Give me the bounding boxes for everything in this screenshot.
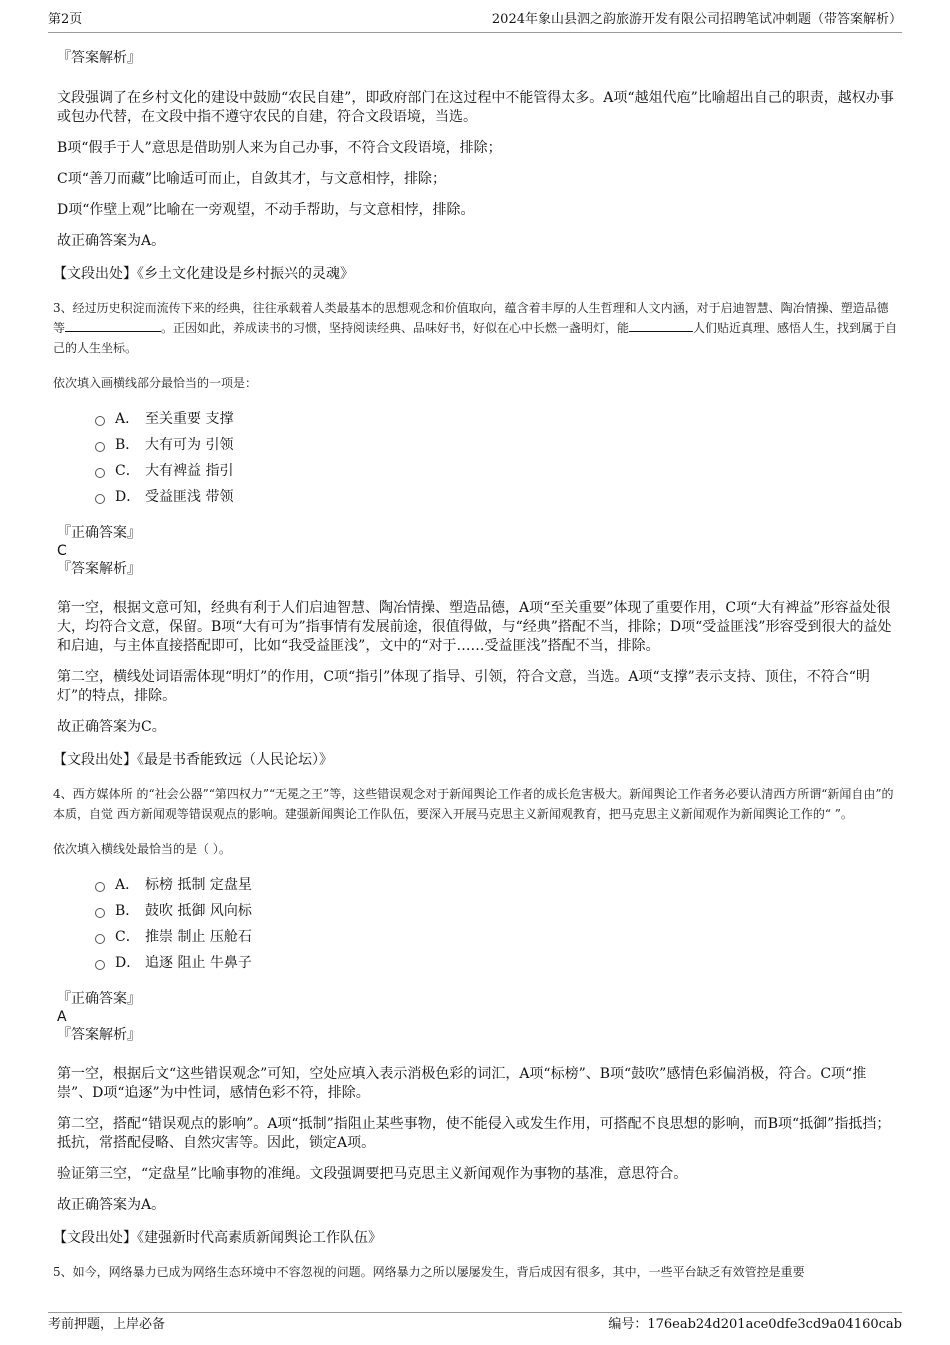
analysis-label: 『答案解析』 [57, 50, 141, 66]
q4-analysis-para-2: 第二空，搭配“错误观点的影响”。A项“抵制”指阻止某些事物，使不能侵入或发生作用，可搭配不良思想的影响，而B项“抵御”指抵挡；抵抗，常搭配侵略、自然灾害等。因此，锁定A项。 [57, 1116, 891, 1151]
q4-analysis-para-3: 验证第三空，“定盘星”比喻事物的准绳。文段强调要把马克思主义新闻观作为事物的基准，意思符合。 [57, 1166, 688, 1182]
option-text: 追逐 阻止 牛鼻子 [145, 955, 252, 971]
q3-text-part-1: 3、经过历史积淀而流传下来的经典，往往承载着人类最基本的思想观念和价值取向，蕴含着丰厚的人生哲理和人文内涵，对于启迪智慧、陶冶情操、塑造品德等 [53, 301, 889, 335]
q4-option-a[interactable] [95, 872, 900, 898]
q4-option-c[interactable] [95, 924, 900, 950]
correct-answer-label: 『正确答案』 [57, 991, 141, 1007]
q5-question-text: 5、如今，网络暴力已成为网络生态环境中不容忽视的问题。网络暴力之所以屡屡发生，背后成因有很多，其中，一些平台缺乏有效管控是重要 [53, 1265, 805, 1279]
option-letter: B． [115, 903, 140, 919]
q3-analysis-para-2: 第二空，横线处词语需体现“明灯”的作用，C项“指引”体现了指导、引领，符合文意，当选。A项“支撑”表示支持、顶住，不符合“明灯”的特点，排除。 [57, 669, 870, 704]
q3-analysis-para-1: 第一空，根据文意可知，经典有利于人们启迪智慧、陶冶情操、塑造品德，A项“至关重要”体现了重要作用，C项“大有裨益”形容益处很大，均符合文意，保留。B项“大有可为”指事情有发展前途，很值得做，与“经典”搭配不当，排除；D项“受益匪浅”形容受到很大的益处和启迪，与主体直接搭配即可，比如“我受益匪浅”，文中的“对于……受益匪浅”搭配不当，排除。 [57, 600, 892, 654]
option-text: 标榜 抵制 定盘星 [145, 877, 252, 893]
option-text: 推崇 制止 压舱石 [145, 929, 252, 945]
radio-icon[interactable] [95, 934, 105, 944]
page-header [48, 8, 902, 33]
radio-icon[interactable] [95, 882, 105, 892]
q3-prompt: 依次填入画横线部分最恰当的一项是： [53, 376, 258, 390]
q3-option-d[interactable] [95, 484, 900, 510]
option-letter: A． [115, 411, 140, 427]
answer-blank [629, 318, 693, 332]
source-prefix: 【文段出处】 [53, 1230, 137, 1246]
q3-question-text [53, 298, 900, 358]
q4-prompt: 依次填入横线处最恰当的是（ ）。 [53, 842, 231, 856]
correct-answer-label: 『正确答案』 [57, 525, 141, 541]
q3-analysis-para-3: 故正确答案为C。 [57, 719, 166, 735]
option-letter: C． [115, 463, 140, 479]
radio-icon[interactable] [95, 908, 105, 918]
q2-analysis-para-2: B项“假手于人”意思是借助别人来为自己办事，不符合文段语境，排除； [57, 140, 502, 156]
page-number: 第2页 [48, 12, 83, 27]
q3-source [53, 751, 900, 770]
q4-analysis-para-4: 故正确答案为A。 [57, 1197, 166, 1213]
footer-slogan: 考前押题，上岸必备 [48, 1317, 166, 1332]
radio-icon[interactable] [95, 494, 105, 504]
q3-correct-answer: C [57, 543, 67, 559]
q4-option-d[interactable] [95, 950, 900, 976]
radio-icon[interactable] [95, 960, 105, 970]
q3-option-a[interactable] [95, 406, 900, 432]
analysis-label: 『答案解析』 [57, 1027, 141, 1043]
q4-question-text: 4、西方媒体所 的“社会公器”“第四权力”“无冕之王”等，这些错误观念对于新闻舆论工作者的成长危害极大。新闻舆论工作者务必要认清西方所谓“新闻自由”的本质，自觉 西方新闻观等错误观点的影响。建强新闻舆论工作队伍，要深入开展马克思主义新闻观教育，把马克思主义新闻观作为新闻舆论工作的“ ”。 [53, 787, 894, 821]
q2-analysis-para-4: D项“作壁上观”比喻在一旁观望，不动手帮助，与文意相悖，排除。 [57, 202, 475, 218]
option-letter: A． [115, 877, 140, 893]
q3-text-part-2: 。正因如此，养成读书的习惯，坚持阅读经典、品味好书，好似在心中长燃一盏明灯，能 [161, 321, 630, 335]
option-text: 至关重要 支撑 [145, 411, 234, 427]
analysis-label: 『答案解析』 [57, 561, 141, 577]
document-title: 2024年象山县泗之韵旅游开发有限公司招聘笔试冲刺题（带答案解析） [491, 12, 902, 27]
q4-correct-answer: A [57, 1009, 67, 1025]
q2-source [53, 265, 900, 284]
q4-option-b[interactable] [95, 898, 900, 924]
source-prefix: 【文段出处】 [53, 752, 137, 768]
page-content [53, 40, 900, 1282]
option-text: 大有可为 引领 [145, 437, 234, 453]
radio-icon[interactable] [95, 416, 105, 426]
q4-analysis-para-1: 第一空，根据后文“这些错误观念”可知，空处应填入表示消极色彩的词汇，A项“标榜”、B项“鼓吹”感情色彩偏消极，符合。C项“推崇”、D项“追逐”为中性词，感情色彩不符，排除。 [57, 1066, 867, 1101]
q3-options [95, 406, 900, 510]
option-letter: B． [115, 437, 140, 453]
q3-text-part-3: 人们贴近真理、感悟人生，找到属于自己的人生坐标。 [53, 321, 898, 355]
radio-icon[interactable] [95, 442, 105, 452]
q4-source [53, 1229, 900, 1248]
option-text: 鼓吹 抵御 风向标 [145, 903, 252, 919]
source-title: 《乡土文化建设是乡村振兴的灵魂》 [137, 266, 354, 282]
radio-icon[interactable] [95, 468, 105, 478]
option-text: 大有裨益 指引 [145, 463, 234, 479]
document-id: 编号：176eab24d201ace0dfe3cd9a04160cab [608, 1317, 902, 1332]
option-letter: D． [115, 489, 141, 505]
q4-options [95, 872, 900, 976]
q3-option-c[interactable] [95, 458, 900, 484]
option-letter: C． [115, 929, 140, 945]
source-title: 《建强新时代高素质新闻舆论工作队伍》 [137, 1230, 382, 1246]
q2-analysis-para-1: 文段强调了在乡村文化的建设中鼓励“农民自建”，即政府部门在这过程中不能管得太多。A项“越俎代庖”比喻超出自己的职责，越权办事或包办代替，在文段中指不遵守农民的自建，符合文段语境，当选。 [57, 90, 894, 125]
source-prefix: 【文段出处】 [53, 266, 137, 282]
answer-blank [65, 318, 161, 332]
option-text: 受益匪浅 带领 [145, 489, 234, 505]
q2-analysis-para-5: 故正确答案为A。 [57, 233, 166, 249]
page-footer [48, 1312, 902, 1337]
q2-analysis-para-3: C项“善刀而藏”比喻适可而止，自敛其才，与文意相悖，排除； [57, 171, 447, 187]
option-letter: D． [115, 955, 141, 971]
q3-option-b[interactable] [95, 432, 900, 458]
source-title: 《最是书香能致远（人民论坛）》 [137, 752, 333, 768]
